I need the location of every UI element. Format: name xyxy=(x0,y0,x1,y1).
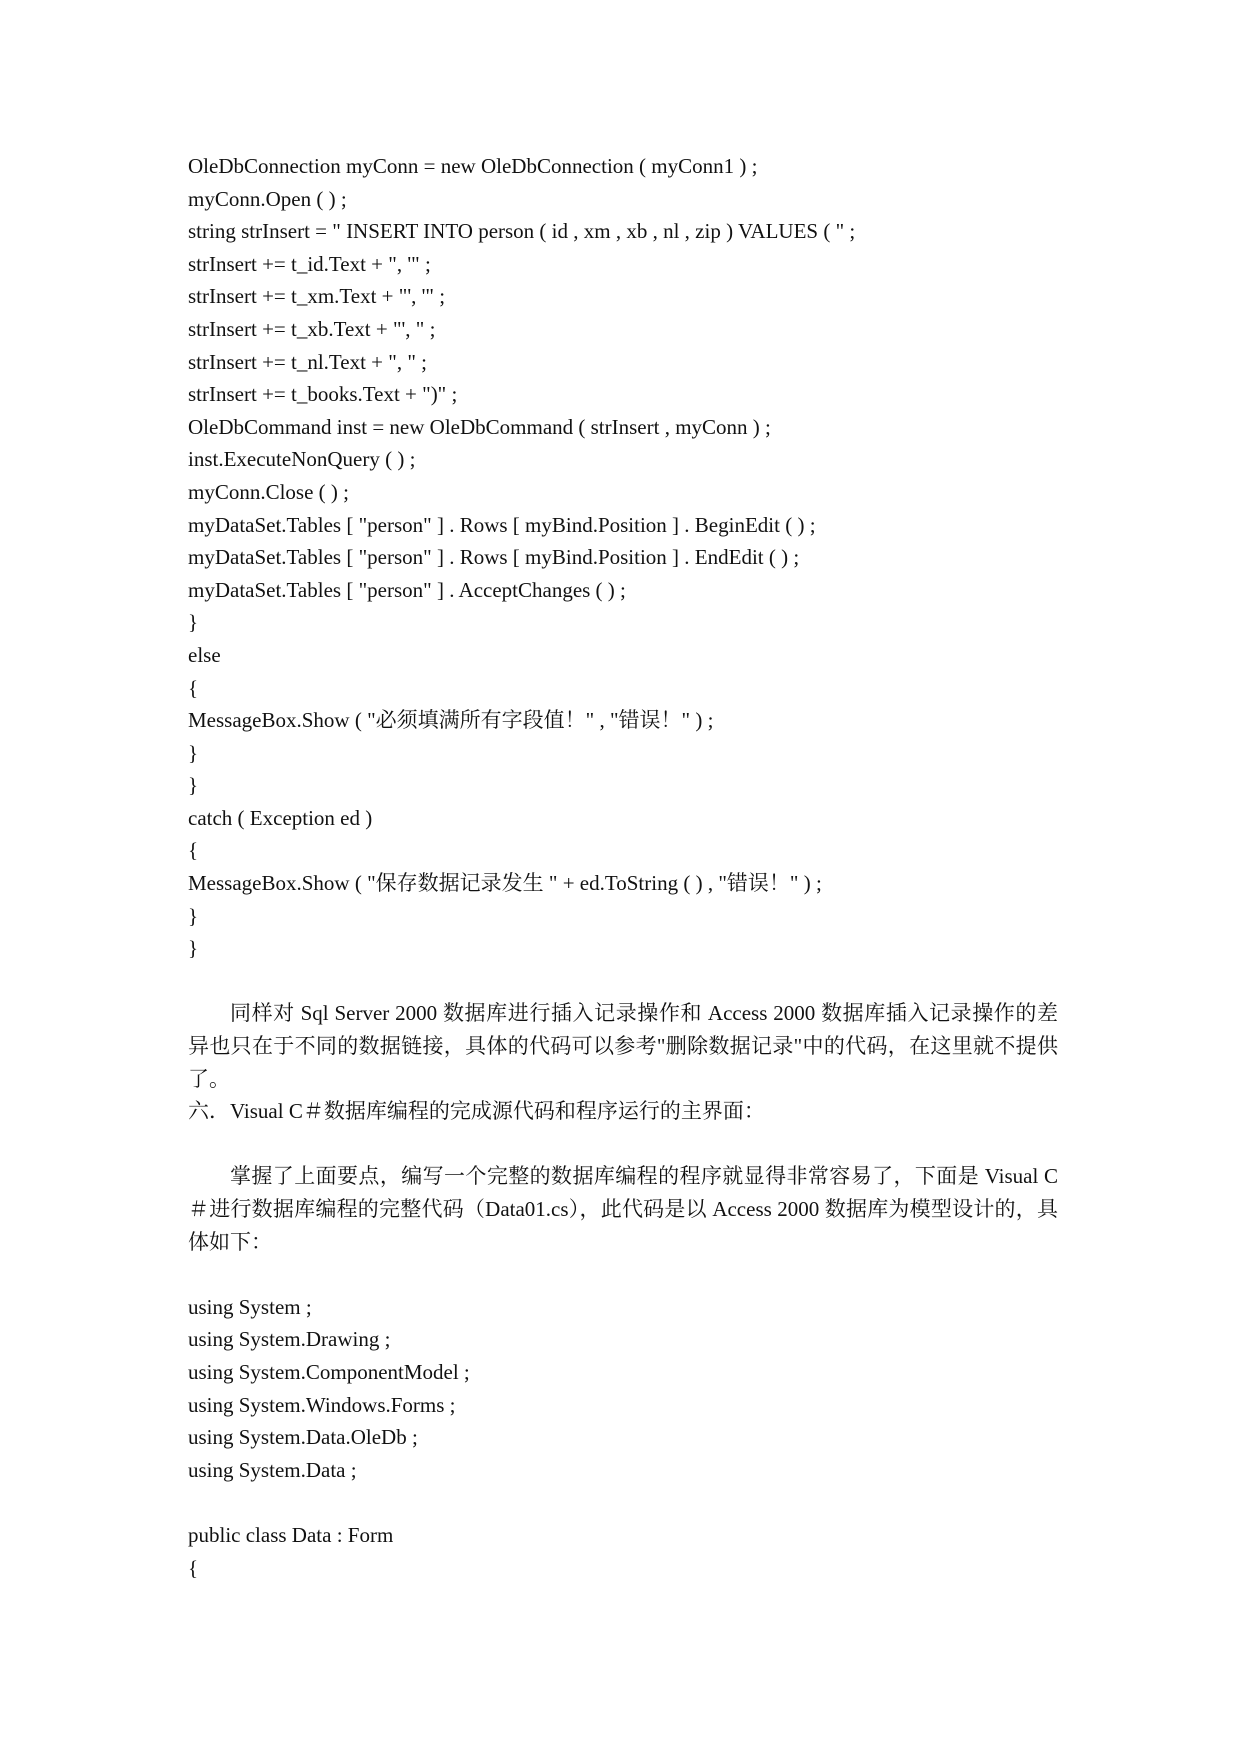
code-line: catch ( Exception ed ) xyxy=(188,805,373,830)
code-line: } xyxy=(188,903,199,928)
code-line: myConn.Close ( ) ; xyxy=(188,479,349,504)
blank-line xyxy=(188,965,1058,998)
code-line: strInsert += t_xm.Text + "', '" ; xyxy=(188,284,446,309)
code-line: using System.Data ; xyxy=(188,1457,357,1482)
code-line: } xyxy=(188,773,199,798)
code-line: else xyxy=(188,642,221,667)
code-line: myDataSet.Tables [ "person" ] . Rows [ myBind.Position ] . EndEdit ( ) ; xyxy=(188,545,800,570)
code-line: { xyxy=(188,675,199,700)
code-line: OleDbConnection myConn = new OleDbConnection ( myConn1 ) ; xyxy=(188,154,758,178)
body-paragraph: 掌握了上面要点，编写一个完整的数据库编程的程序就显得非常容易了，下面是 Visual C＃进行数据库编程的完整代码（Data01.cs），此代码是以 Access 2000 数据库为模型设计的，具体如下： xyxy=(188,1164,1058,1254)
page-content xyxy=(188,150,1058,1584)
code-line: { xyxy=(188,838,199,863)
blank-line xyxy=(188,1128,1058,1161)
code-block-using-directives xyxy=(188,1291,1058,1487)
blank-line xyxy=(188,1486,1058,1519)
body-paragraph: 同样对 Sql Server 2000 数据库进行插入记录操作和 Access 2000 数据库插入记录操作的差异也只在于不同的数据链接，具体的代码可以参考"删除数据记录"中的代码，在这里就不提供了。 xyxy=(188,1001,1058,1091)
code-line: myDataSet.Tables [ "person" ] . AcceptChanges ( ) ; xyxy=(188,577,626,602)
code-line: strInsert += t_nl.Text + ", " ; xyxy=(188,349,428,374)
code-line: string strInsert = " INSERT INTO person ( id , xm , xb , nl , zip ) VALUES ( " ; xyxy=(188,219,856,244)
code-line: myConn.Open ( ) ; xyxy=(188,186,347,211)
code-line: myDataSet.Tables [ "person" ] . Rows [ myBind.Position ] . BeginEdit ( ) ; xyxy=(188,512,816,537)
code-line: using System ; xyxy=(188,1294,312,1319)
code-line: } xyxy=(188,610,199,635)
code-line: MessageBox.Show ( "保存数据记录发生 " + ed.ToString ( ) , "错误！" ) ; xyxy=(188,871,822,896)
code-line: using System.ComponentModel ; xyxy=(188,1359,470,1384)
code-block-class-declaration xyxy=(188,1519,1058,1584)
code-line: MessageBox.Show ( "必须填满所有字段值！" , "错误！" ) ; xyxy=(188,708,714,733)
blank-line xyxy=(188,1258,1058,1291)
code-line: strInsert += t_books.Text + ")" ; xyxy=(188,382,458,407)
code-line: strInsert += t_id.Text + ", '" ; xyxy=(188,251,431,276)
code-line: inst.ExecuteNonQuery ( ) ; xyxy=(188,447,416,472)
code-line: } xyxy=(188,740,199,765)
code-line: public class Data : Form xyxy=(188,1522,394,1547)
section-heading: 六．Visual C＃数据库编程的完成源代码和程序运行的主界面： xyxy=(188,1099,765,1124)
code-line: { xyxy=(188,1555,199,1580)
code-line: using System.Windows.Forms ; xyxy=(188,1392,456,1417)
code-line: strInsert += t_xb.Text + "', " ; xyxy=(188,316,436,341)
code-line: using System.Drawing ; xyxy=(188,1327,391,1352)
code-block-insert-record xyxy=(188,150,1058,965)
code-line: } xyxy=(188,936,199,961)
code-line: using System.Data.OleDb ; xyxy=(188,1425,418,1450)
code-line: OleDbCommand inst = new OleDbCommand ( strInsert , myConn ) ; xyxy=(188,414,771,439)
